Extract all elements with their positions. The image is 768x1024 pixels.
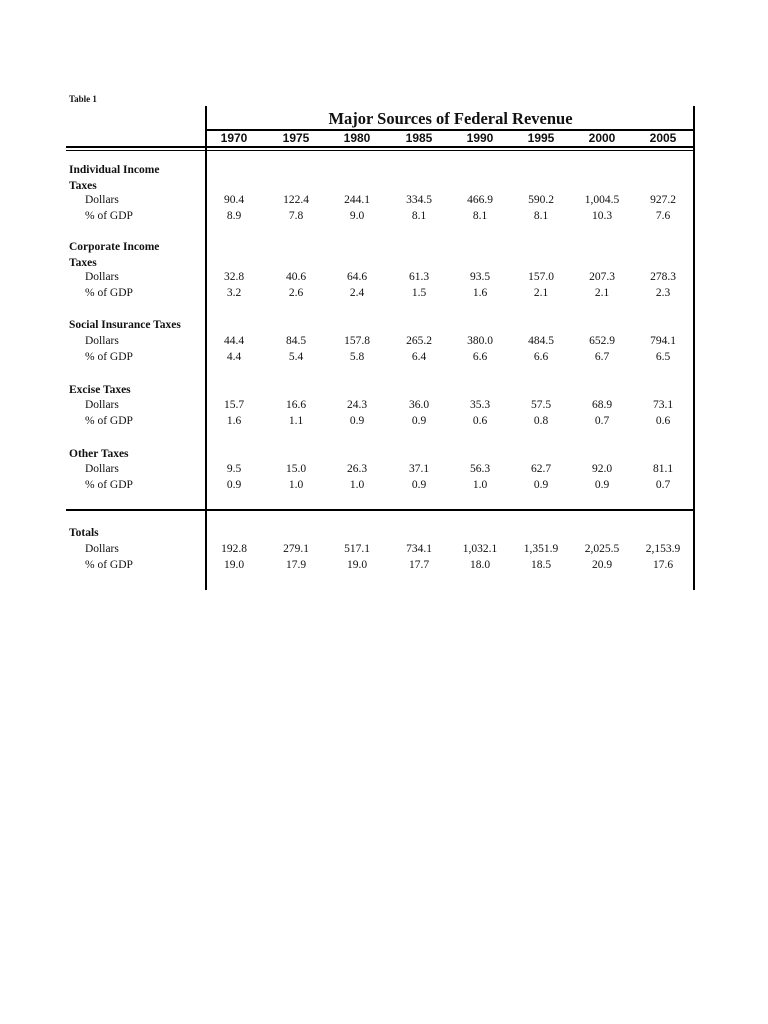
individual-income-taxes-dollars-1980: 244.1	[344, 194, 370, 206]
excise-taxes-dollars-2000: 68.9	[591, 399, 613, 411]
other-taxes-gdp-2000: 0.9	[594, 479, 610, 491]
section-heading-individual-income-taxes: Taxes	[69, 179, 97, 192]
totals-gdp-1995: 18.5	[530, 559, 552, 571]
corporate-income-taxes-gdp-1985: 1.5	[411, 287, 427, 299]
row-label-dollars: Dollars	[85, 271, 119, 283]
individual-income-taxes-dollars-1995: 590.2	[528, 194, 554, 206]
corporate-income-taxes-gdp-2005: 2.3	[655, 287, 671, 299]
excise-taxes-dollars-1980: 24.3	[346, 399, 368, 411]
year-1990: 1990	[466, 131, 494, 145]
excise-taxes-gdp-1970: 1.6	[226, 415, 242, 427]
row-label-dollars: Dollars	[85, 463, 119, 475]
corporate-income-taxes-gdp-1990: 1.6	[472, 287, 488, 299]
year-1985: 1985	[405, 131, 433, 145]
totals-gdp-2000: 20.9	[591, 559, 613, 571]
section-heading-excise-taxes: Excise Taxes	[69, 384, 131, 396]
excise-taxes-gdp-1980: 0.9	[349, 415, 365, 427]
individual-income-taxes-gdp-1980: 9.0	[349, 210, 365, 222]
individual-income-taxes-gdp-1985: 8.1	[411, 210, 427, 222]
individual-income-taxes-dollars-1990: 466.9	[467, 194, 493, 206]
header-bottom-rule-2	[66, 150, 695, 151]
social-insurance-taxes-dollars-1995: 484.5	[528, 335, 554, 347]
excise-taxes-gdp-1995: 0.8	[533, 415, 549, 427]
totals-dollars-1995: 1,351.9	[523, 543, 559, 555]
other-taxes-dollars-2000: 92.0	[591, 463, 613, 475]
other-taxes-gdp-2005: 0.7	[655, 479, 671, 491]
corporate-income-taxes-gdp-1975: 2.6	[288, 287, 304, 299]
social-insurance-taxes-dollars-2000: 652.9	[589, 335, 615, 347]
corporate-income-taxes-dollars-1970: 32.8	[223, 271, 245, 283]
other-taxes-gdp-1975: 1.0	[288, 479, 304, 491]
header-bottom-rule	[66, 146, 695, 148]
year-1970: 1970	[220, 131, 248, 145]
section-heading-corporate-income-taxes: Corporate Income	[69, 241, 160, 253]
individual-income-taxes-gdp-2000: 10.3	[591, 210, 613, 222]
row-label-dollars: Dollars	[85, 543, 119, 555]
totals-gdp-1985: 17.7	[408, 559, 430, 571]
other-taxes-dollars-1975: 15.0	[285, 463, 307, 475]
corporate-income-taxes-dollars-1985: 61.3	[408, 271, 430, 283]
right-rule	[693, 106, 695, 590]
individual-income-taxes-gdp-2005: 7.6	[655, 210, 671, 222]
other-taxes-gdp-1980: 1.0	[349, 479, 365, 491]
section-heading-other-taxes: Other Taxes	[69, 448, 129, 460]
totals-gdp-1980: 19.0	[346, 559, 368, 571]
corporate-income-taxes-dollars-1975: 40.6	[285, 271, 307, 283]
section-heading-corporate-income-taxes: Taxes	[69, 256, 97, 269]
other-taxes-dollars-1970: 9.5	[226, 463, 242, 475]
social-insurance-taxes-dollars-2005: 794.1	[650, 335, 676, 347]
excise-taxes-dollars-2005: 73.1	[652, 399, 674, 411]
row-label-gdp: % of GDP	[85, 210, 133, 222]
social-insurance-taxes-gdp-1990: 6.6	[472, 351, 488, 363]
excise-taxes-gdp-1975: 1.1	[288, 415, 304, 427]
corporate-income-taxes-dollars-1995: 157.0	[528, 271, 554, 283]
social-insurance-taxes-dollars-1985: 265.2	[406, 335, 432, 347]
other-taxes-gdp-1985: 0.9	[411, 479, 427, 491]
excise-taxes-dollars-1995: 57.5	[530, 399, 552, 411]
totals-dollars-1975: 279.1	[283, 543, 309, 555]
social-insurance-taxes-gdp-1995: 6.6	[533, 351, 549, 363]
other-taxes-dollars-1980: 26.3	[346, 463, 368, 475]
year-1995: 1995	[527, 131, 555, 145]
excise-taxes-gdp-2005: 0.6	[655, 415, 671, 427]
excise-taxes-gdp-1985: 0.9	[411, 415, 427, 427]
corporate-income-taxes-gdp-1970: 3.2	[226, 287, 242, 299]
excise-taxes-gdp-2000: 0.7	[594, 415, 610, 427]
social-insurance-taxes-gdp-1985: 6.4	[411, 351, 427, 363]
row-label-dollars: Dollars	[85, 335, 119, 347]
excise-taxes-dollars-1990: 35.3	[469, 399, 491, 411]
year-1980: 1980	[343, 131, 371, 145]
table-label: Table 1	[69, 94, 97, 104]
year-1975: 1975	[282, 131, 310, 145]
corporate-income-taxes-gdp-1980: 2.4	[349, 287, 365, 299]
social-insurance-taxes-dollars-1990: 380.0	[467, 335, 493, 347]
totals-gdp-1990: 18.0	[469, 559, 491, 571]
excise-taxes-dollars-1970: 15.7	[223, 399, 245, 411]
corporate-income-taxes-gdp-2000: 2.1	[594, 287, 610, 299]
corporate-income-taxes-dollars-2000: 207.3	[589, 271, 615, 283]
left-rule	[205, 106, 207, 590]
individual-income-taxes-dollars-2000: 1,004.5	[584, 194, 620, 206]
individual-income-taxes-dollars-2005: 927.2	[650, 194, 676, 206]
totals-dollars-1970: 192.8	[221, 543, 247, 555]
totals-gdp-1970: 19.0	[223, 559, 245, 571]
row-label-gdp: % of GDP	[85, 559, 133, 571]
section-heading-totals: Totals	[69, 527, 99, 539]
other-taxes-gdp-1990: 1.0	[472, 479, 488, 491]
social-insurance-taxes-dollars-1975: 84.5	[285, 335, 307, 347]
social-insurance-taxes-gdp-2005: 6.5	[655, 351, 671, 363]
corporate-income-taxes-dollars-1990: 93.5	[469, 271, 491, 283]
section-heading-social-insurance-taxes: Social Insurance Taxes	[69, 319, 181, 331]
corporate-income-taxes-gdp-1995: 2.1	[533, 287, 549, 299]
social-insurance-taxes-dollars-1970: 44.4	[223, 335, 245, 347]
totals-dollars-1990: 1,032.1	[462, 543, 498, 555]
totals-gdp-1975: 17.9	[285, 559, 307, 571]
row-label-gdp: % of GDP	[85, 287, 133, 299]
totals-gdp-2005: 17.6	[652, 559, 674, 571]
year-2005: 2005	[649, 131, 677, 145]
individual-income-taxes-gdp-1995: 8.1	[533, 210, 549, 222]
year-2000: 2000	[588, 131, 616, 145]
individual-income-taxes-gdp-1990: 8.1	[472, 210, 488, 222]
totals-dollars-2005: 2,153.9	[645, 543, 681, 555]
row-label-gdp: % of GDP	[85, 415, 133, 427]
other-taxes-dollars-2005: 81.1	[652, 463, 674, 475]
other-taxes-dollars-1995: 62.7	[530, 463, 552, 475]
excise-taxes-gdp-1990: 0.6	[472, 415, 488, 427]
other-taxes-dollars-1985: 37.1	[408, 463, 430, 475]
row-label-gdp: % of GDP	[85, 479, 133, 491]
individual-income-taxes-dollars-1970: 90.4	[223, 194, 245, 206]
social-insurance-taxes-gdp-1970: 4.4	[226, 351, 242, 363]
row-label-dollars: Dollars	[85, 399, 119, 411]
social-insurance-taxes-dollars-1980: 157.8	[344, 335, 370, 347]
totals-dollars-1985: 734.1	[406, 543, 432, 555]
individual-income-taxes-dollars-1975: 122.4	[283, 194, 309, 206]
totals-divider	[66, 509, 695, 511]
individual-income-taxes-dollars-1985: 334.5	[406, 194, 432, 206]
social-insurance-taxes-gdp-1975: 5.4	[288, 351, 304, 363]
row-label-gdp: % of GDP	[85, 351, 133, 363]
corporate-income-taxes-dollars-1980: 64.6	[346, 271, 368, 283]
row-label-dollars: Dollars	[85, 194, 119, 206]
totals-dollars-1980: 517.1	[344, 543, 370, 555]
table-title: Major Sources of Federal Revenue	[328, 109, 573, 128]
excise-taxes-dollars-1985: 36.0	[408, 399, 430, 411]
excise-taxes-dollars-1975: 16.6	[285, 399, 307, 411]
totals-dollars-2000: 2,025.5	[584, 543, 620, 555]
social-insurance-taxes-gdp-2000: 6.7	[594, 351, 610, 363]
corporate-income-taxes-dollars-2005: 278.3	[650, 271, 676, 283]
individual-income-taxes-gdp-1970: 8.9	[226, 210, 242, 222]
section-heading-individual-income-taxes: Individual Income	[69, 164, 160, 176]
other-taxes-dollars-1990: 56.3	[469, 463, 491, 475]
other-taxes-gdp-1995: 0.9	[533, 479, 549, 491]
social-insurance-taxes-gdp-1980: 5.8	[349, 351, 365, 363]
other-taxes-gdp-1970: 0.9	[226, 479, 242, 491]
individual-income-taxes-gdp-1975: 7.8	[288, 210, 304, 222]
